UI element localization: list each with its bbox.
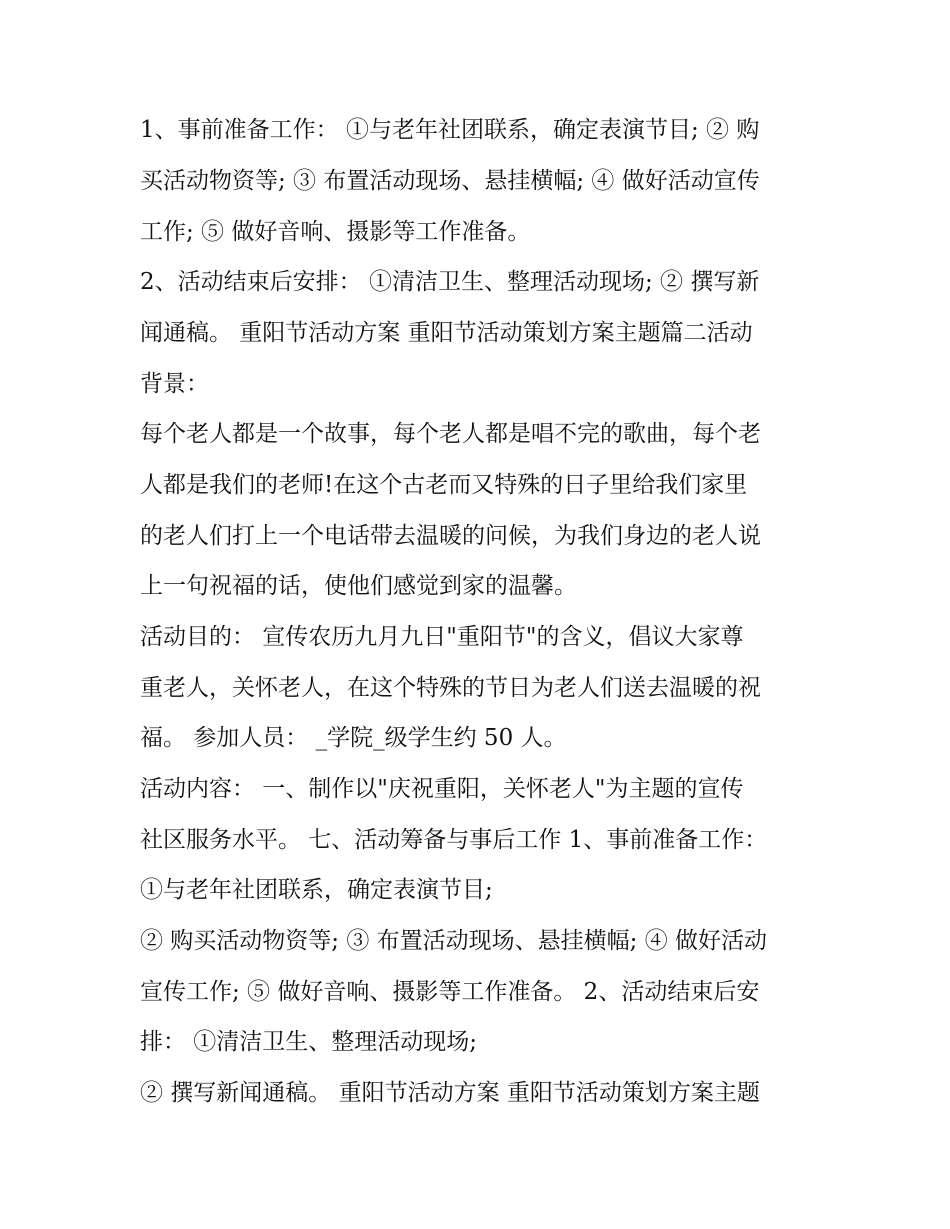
- text-line: 2、活动结束后安排： ①清洁卫生、整理活动现场; ② 撰写新: [140, 269, 760, 295]
- text-line: 活动内容： 一、制作以"庆祝重阳，关怀老人"为主题的宣传: [140, 776, 744, 802]
- text-line: 的老人们打上一个电话带去温暖的问候，为我们身边的老人说: [140, 523, 761, 549]
- text-line: 每个老人都是一个故事，每个老人都是唱不完的歌曲，每个老: [140, 421, 761, 447]
- text-line: 宣传工作; ⑤ 做好音响、摄影等工作准备。 2、活动结束后安: [140, 979, 760, 1005]
- text-line: 重老人，关怀老人，在这个特殊的节日为老人们送去温暖的祝: [140, 675, 761, 701]
- text-line: ② 撰写新闻通稿。 重阳节活动方案 重阳节活动策划方案主题: [140, 1080, 760, 1106]
- text-line: 1、事前准备工作： ①与老年社团联系，确定表演节目; ② 购: [140, 117, 760, 143]
- text-line: 人都是我们的老师!在这个古老而又特殊的日子里给我们家里: [140, 472, 748, 498]
- text-line: ② 购买活动物资等; ③ 布置活动现场、悬挂横幅; ④ 做好活动: [140, 928, 768, 954]
- text-line: 上一句祝福的话，使他们感觉到家的温馨。: [140, 573, 577, 599]
- text-line: 社区服务水平。 七、活动筹备与事后工作 1、事前准备工作：: [140, 827, 768, 853]
- text-line: ①与老年社团联系，确定表演节目;: [140, 877, 493, 903]
- text-line: 活动目的： 宣传农历九月九日"重阳节"的含义，倡议大家尊: [140, 624, 744, 650]
- text-line: 排： ①清洁卫生、整理活动现场;: [140, 1029, 478, 1055]
- text-line: 工作; ⑤ 做好音响、摄影等工作准备。: [140, 219, 531, 245]
- text-line: 买活动物资等; ③ 布置活动现场、悬挂横幅; ④ 做好活动宣传: [140, 168, 760, 194]
- text-line: 福。 参加人员： _学院_级学生约 50 人。: [140, 725, 567, 751]
- text-line: 背景：: [140, 371, 209, 397]
- text-line: 闻通稿。 重阳节活动方案 重阳节活动策划方案主题篇二活动: [140, 320, 753, 346]
